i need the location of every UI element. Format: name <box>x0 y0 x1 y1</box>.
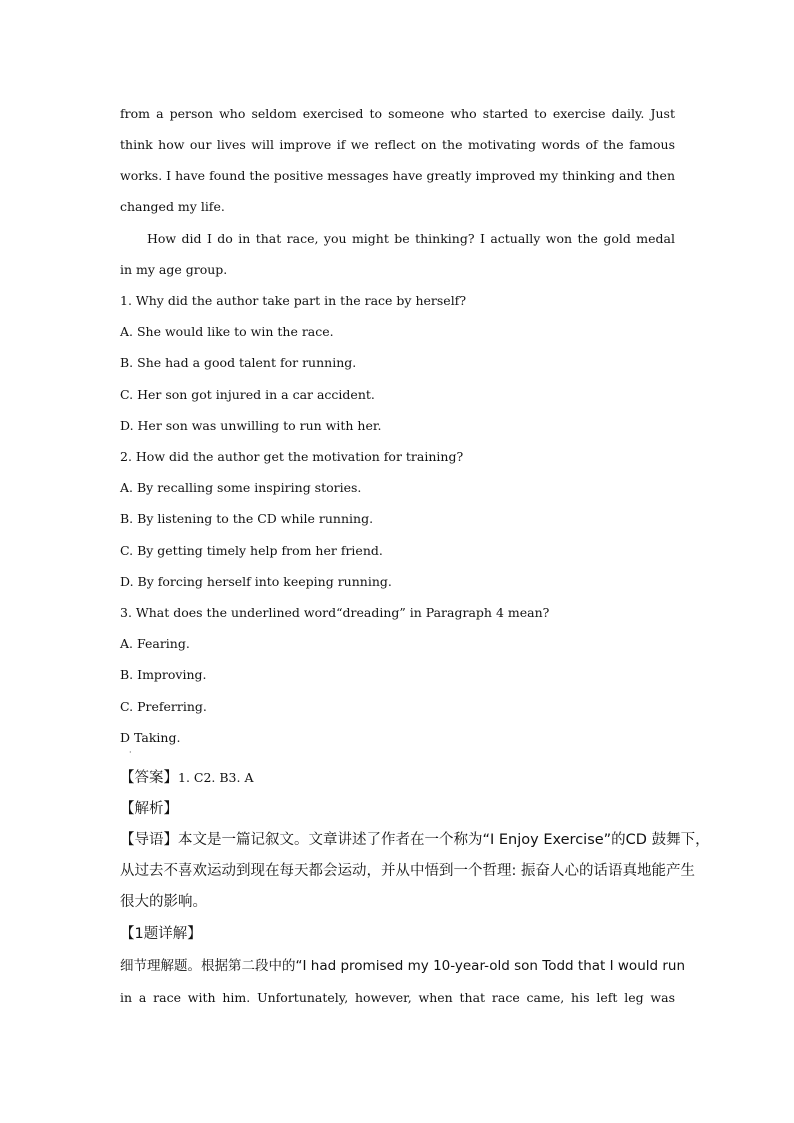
guide-line <box>120 830 710 850</box>
question-option: C. By getting timely help from her friend. <box>120 543 383 558</box>
question-option: D. Her son was unwilling to run with her. <box>120 418 382 433</box>
passage-line: works. I have found the positive messages have greatly improved my thinking and then <box>120 168 675 183</box>
question-stem: 2. How did the author get the motivation for training? <box>120 449 464 464</box>
question-option: C. Preferring. <box>120 699 207 714</box>
analysis-heading: 【解析】 <box>120 801 178 817</box>
question-option: A. By recalling some inspiring stories. <box>120 480 362 495</box>
question-stem: 1. Why did the author take part in the race by herself? <box>120 293 467 308</box>
passage-line: changed my life. <box>120 199 225 214</box>
question-option: D Taking. <box>120 730 181 745</box>
guide-label: 【导语】 <box>120 832 178 848</box>
answer-label: 【答案】 <box>120 770 178 786</box>
passage-line: in my age group. <box>120 262 228 277</box>
question-option: A. She would like to win the race. <box>120 324 334 339</box>
answer-text: 1. C2. B3. A <box>178 770 254 785</box>
guide-line: 很大的影响。 <box>120 894 207 910</box>
detail-heading: 【1题详解】 <box>120 926 202 942</box>
answer-line <box>120 768 675 788</box>
detail-line: in a race with him. Unfortunately, however, when that race came, his left leg was <box>120 990 675 1005</box>
stray-mark: · <box>129 748 132 757</box>
question-option: D. By forcing herself into keeping running. <box>120 574 392 589</box>
guide-line: 从过去不喜欢运动到现在每天都会运动，并从中悟到一个哲理: 振奋人心的话语真地能产生 <box>120 863 695 879</box>
question-option: B. She had a good talent for running. <box>120 355 357 370</box>
passage-line: from a person who seldom exercised to someone who started to exercise daily. Just <box>120 106 675 121</box>
question-option: B. Improving. <box>120 667 207 682</box>
guide-text: 本文是一篇记叙文。文章讲述了作者在一个称为“I Enjoy Exercise”的CD 鼓舞下， <box>178 832 710 848</box>
question-option: B. By listening to the CD while running. <box>120 511 374 526</box>
passage-line: think how our lives will improve if we reflect on the motivating words of the famous <box>120 137 675 152</box>
detail-line: 细节理解题。根据第二段中的“I had promised my 10-year-old son Todd that I would run <box>120 958 686 974</box>
question-option: A. Fearing. <box>120 636 190 651</box>
passage-line: How did I do in that race, you might be thinking? I actually won the gold medal <box>147 231 675 246</box>
question-stem: 3. What does the underlined word“dreading” in Paragraph 4 mean? <box>120 605 550 620</box>
question-option: C. Her son got injured in a car accident. <box>120 387 375 402</box>
